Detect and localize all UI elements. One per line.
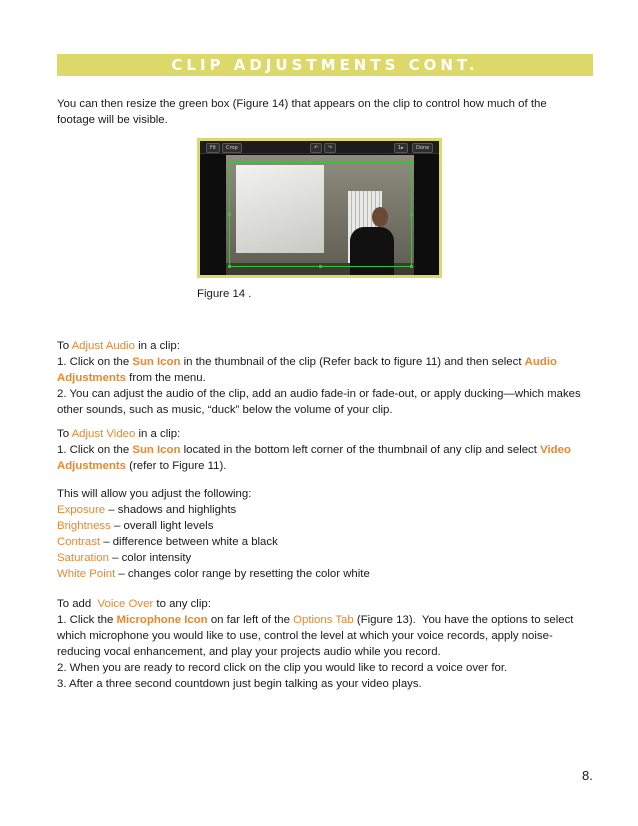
text: in the thumbnail of the clip (Refer back to figure 11) and then select xyxy=(180,356,525,368)
play-icon[interactable]: 1▸ xyxy=(394,143,408,153)
voice-line-1 xyxy=(57,596,597,612)
audio-line-5: other sounds, such as music, “duck” below the volume of your clip. xyxy=(57,404,393,416)
voice-line-5: 2. When you are ready to record click on the clip you would like to record a voice over for. xyxy=(57,662,508,674)
exposure-term: Exposure xyxy=(57,504,106,516)
audio-line-1 xyxy=(57,338,597,354)
text: To add xyxy=(57,598,98,610)
voice-over-section xyxy=(57,596,597,692)
adjust-video-section xyxy=(57,426,597,474)
voice-line-3: which microphone you would like to use, control the level at which your voice records, apply noise- xyxy=(57,630,553,642)
text: (Figure 13). You have the options to select xyxy=(353,614,574,626)
crop-handle[interactable] xyxy=(410,161,413,164)
voice-line-2 xyxy=(57,612,597,628)
crop-handle[interactable] xyxy=(319,265,322,268)
options-tab-link: Options Tab xyxy=(293,614,354,626)
text: from the menu. xyxy=(125,372,206,384)
text: To xyxy=(57,340,72,352)
audio-line-3 xyxy=(57,370,597,386)
white-point-desc: – changes color range by resetting the color white xyxy=(115,568,370,580)
list-item xyxy=(57,566,597,582)
adjustments-intro: This will allow you adjust the following: xyxy=(57,488,252,500)
voice-line-4: reducing vocal enhancement, and play your projects audio while you record. xyxy=(57,646,441,658)
audio-line-4: 2. You can adjust the audio of the clip, add an audio fade-in or fade-out, or apply ducking—which makes xyxy=(57,388,581,400)
video-adjustments-term: Adjustments xyxy=(57,460,126,472)
video-adjustments-term: Video xyxy=(540,444,571,456)
text: 1. Click on the xyxy=(57,356,133,368)
video-line-2 xyxy=(57,442,597,458)
voice-over-link: Voice Over xyxy=(97,598,154,610)
voice-line-6: 3. After a three second countdown just begin talking as your video plays. xyxy=(57,678,422,690)
crop-handle[interactable] xyxy=(228,161,231,164)
text: on far left of the xyxy=(207,614,294,626)
text: to any clip: xyxy=(153,598,211,610)
contrast-desc: – difference between white a black xyxy=(100,536,278,548)
figure-screenshot xyxy=(200,141,439,275)
adjust-video-link: Adjust Video xyxy=(71,428,136,440)
text: in a clip: xyxy=(135,428,181,440)
sun-icon-term: Sun Icon xyxy=(132,444,181,456)
text: located in the bottom left corner of the thumbnail of any clip and select xyxy=(180,444,541,456)
text: 1. Click on the xyxy=(57,444,133,456)
crop-handle[interactable] xyxy=(410,213,413,216)
white-point-term: White Point xyxy=(57,568,116,580)
title-banner xyxy=(57,54,593,76)
brightness-desc: – overall light levels xyxy=(110,520,214,532)
contrast-term: Contrast xyxy=(57,536,101,548)
list-item xyxy=(57,534,597,550)
adjustments-list xyxy=(57,486,597,582)
intro-line: You can then resize the green box (Figure 14) that appears on the clip to control how much of the xyxy=(57,98,547,110)
saturation-desc: – color intensity xyxy=(108,552,192,564)
text: in a clip: xyxy=(134,340,180,352)
saturation-term: Saturation xyxy=(57,552,109,564)
list-item xyxy=(57,518,597,534)
video-line-3 xyxy=(57,458,597,474)
adjust-audio-link: Adjust Audio xyxy=(71,340,135,352)
figure-caption: Figure 14 . xyxy=(197,288,252,300)
done-button[interactable]: Done xyxy=(412,143,433,153)
crop-handle[interactable] xyxy=(319,161,322,164)
text: 1. Click the xyxy=(57,614,117,626)
brightness-term: Brightness xyxy=(57,520,111,532)
figure-14 xyxy=(197,138,442,278)
audio-adjustments-term: Audio xyxy=(524,356,557,368)
fit-button[interactable]: Fit xyxy=(206,143,220,153)
microphone-icon-term: Microphone Icon xyxy=(116,614,208,626)
adjust-audio-section xyxy=(57,338,597,418)
audio-line-2 xyxy=(57,354,597,370)
intro-line: footage will be visible. xyxy=(57,114,168,126)
crop-handle[interactable] xyxy=(410,265,413,268)
list-item xyxy=(57,550,597,566)
exposure-desc: – shadows and highlights xyxy=(105,504,237,516)
crop-box[interactable] xyxy=(229,162,412,267)
crop-button[interactable]: Crop xyxy=(222,143,242,153)
video-line-1 xyxy=(57,426,597,442)
crop-handle[interactable] xyxy=(228,265,231,268)
text: To xyxy=(57,428,72,440)
rotate-left-icon[interactable]: ↶ xyxy=(310,143,322,153)
page-number: 8. xyxy=(582,768,593,783)
rotate-right-icon[interactable]: ↷ xyxy=(324,143,336,153)
crop-handle[interactable] xyxy=(228,213,231,216)
list-item xyxy=(57,502,597,518)
page-title: CLIP ADJUSTMENTS CONT. xyxy=(171,56,479,74)
sun-icon-term: Sun Icon xyxy=(132,356,181,368)
intro-paragraph xyxy=(57,96,593,128)
audio-adjustments-term: Adjustments xyxy=(57,372,126,384)
text: (refer to Figure 11). xyxy=(125,460,227,472)
figure-toolbar xyxy=(200,141,439,154)
